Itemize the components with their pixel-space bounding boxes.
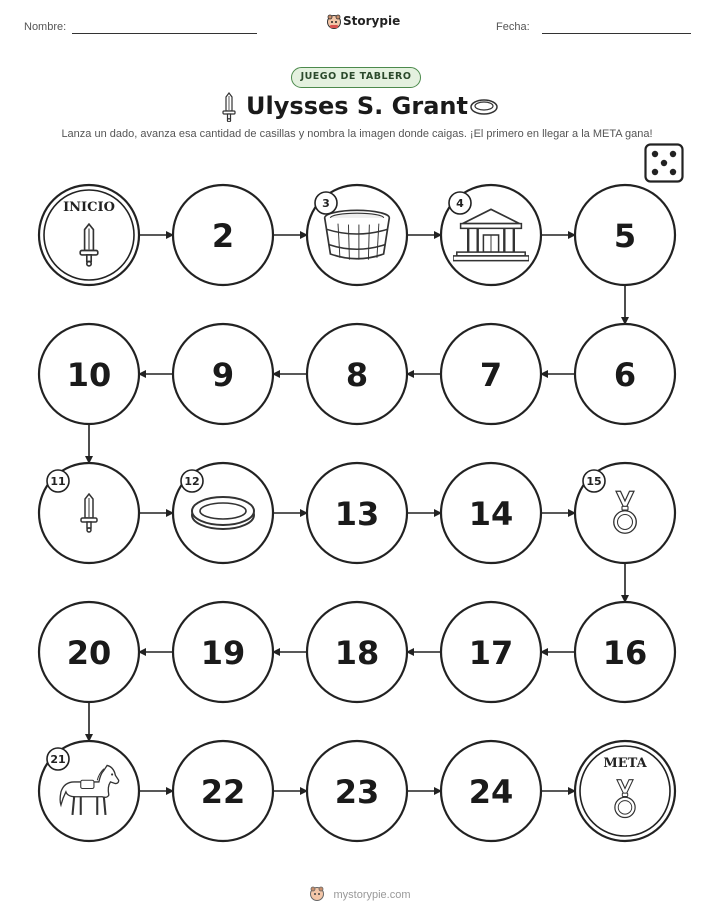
board-space[interactable] [441, 324, 541, 424]
board-space[interactable] [173, 324, 273, 424]
space-number: 8 [345, 356, 369, 394]
instructions-text: Lanza un dado, avanza esa cantidad de casillas y nombra la imagen donde caigas. ¡El primero en llegar a la META gana! [61, 128, 653, 140]
board-space[interactable] [441, 463, 541, 563]
board-space[interactable] [307, 324, 407, 424]
space-number: 2 [211, 217, 235, 255]
space-number: 4 [456, 197, 464, 210]
finish-space[interactable] [575, 741, 675, 841]
board-space[interactable] [441, 602, 541, 702]
space-number: 21 [50, 753, 66, 766]
space-label: INICIO [63, 200, 115, 215]
space-number: 19 [200, 634, 246, 672]
board-space[interactable] [307, 463, 407, 563]
space-number: 5 [613, 217, 637, 255]
space-number: 17 [468, 634, 514, 672]
space-number: 13 [334, 495, 380, 533]
name-label: Nombre: [24, 21, 67, 33]
space-number: 15 [586, 475, 602, 488]
space-number: 9 [211, 356, 235, 394]
space-number: 11 [50, 475, 66, 488]
board-space[interactable] [39, 602, 139, 702]
board-space[interactable] [575, 324, 675, 424]
board-space[interactable] [173, 602, 273, 702]
space-number: 12 [184, 475, 200, 488]
space-number: 23 [334, 773, 380, 811]
board-space[interactable] [173, 185, 273, 285]
date-label: Fecha: [496, 21, 530, 33]
board-space[interactable] [575, 602, 675, 702]
space-label: META [603, 756, 647, 771]
board-space[interactable] [39, 324, 139, 424]
board-space[interactable] [173, 741, 273, 841]
ring-icon [192, 497, 254, 529]
board-space[interactable] [307, 602, 407, 702]
board-space[interactable] [441, 185, 541, 285]
page-title: Ulysses S. Grant [246, 92, 468, 120]
board-space[interactable] [39, 741, 139, 841]
start-space[interactable] [39, 185, 139, 285]
board-space[interactable] [441, 741, 541, 841]
space-number: 18 [334, 634, 380, 672]
footer-url[interactable]: mystorypie.com [333, 889, 411, 901]
space-number: 14 [468, 495, 514, 533]
space-number: 7 [479, 356, 503, 394]
bucket-icon [325, 210, 390, 259]
space-number: 20 [66, 634, 112, 672]
space-number: 10 [66, 356, 112, 394]
board-space[interactable] [39, 463, 139, 563]
board-space[interactable] [307, 185, 407, 285]
board-space[interactable] [575, 185, 675, 285]
space-number: 6 [613, 356, 637, 394]
space-number: 3 [322, 197, 330, 210]
board-space[interactable] [173, 463, 273, 563]
space-number: 22 [200, 773, 246, 811]
board-space[interactable] [307, 741, 407, 841]
board-space[interactable] [575, 463, 675, 563]
space-number: 16 [602, 634, 648, 672]
space-number: 24 [468, 773, 514, 811]
game-type-badge: JUEGO DE TABLERO [291, 67, 421, 88]
brand-name: Storypie [343, 14, 401, 28]
